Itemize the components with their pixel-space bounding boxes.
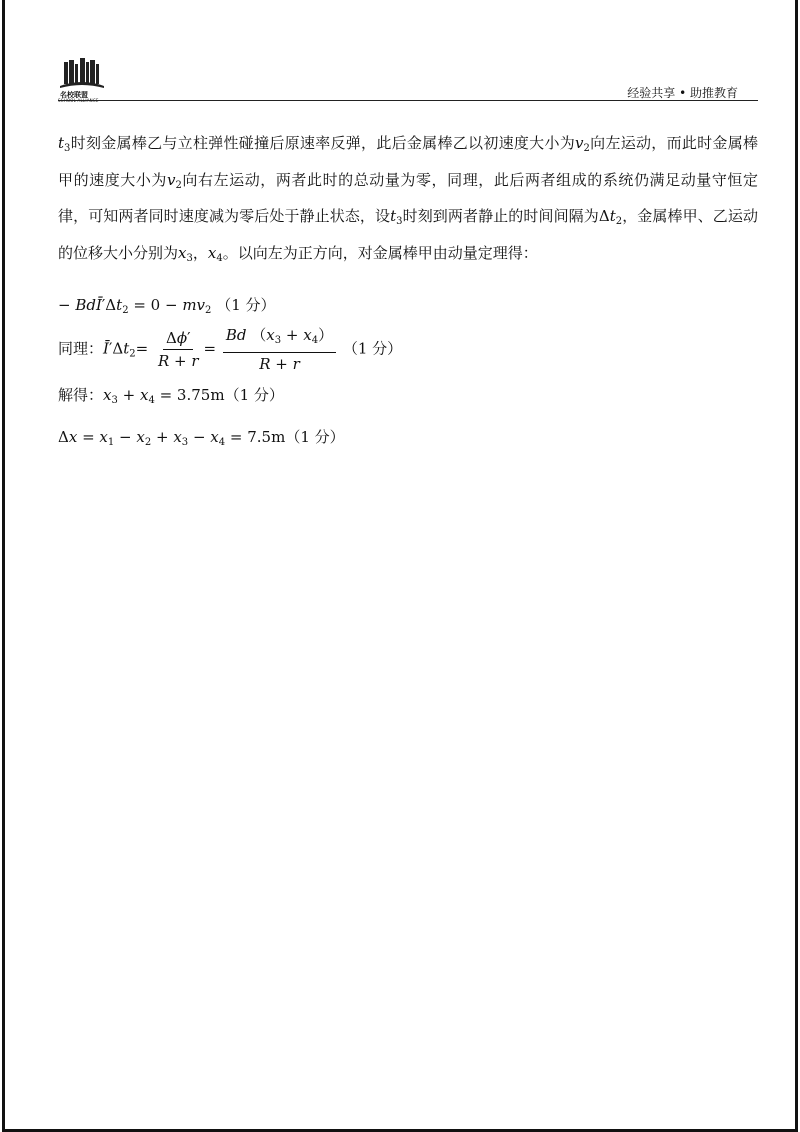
formula-total-delta-x: $\Delta x = x_1 - x_2 + x_3 - x_4 = 7.5m(1$ 分） [58,428,345,448]
book-icon [58,58,108,90]
header-slogan: 经验共享 • 助推教育 [627,86,738,100]
score-mark: （1 分） [342,339,403,358]
header-divider [58,100,758,101]
solution-paragraph: $t_3$时刻金属棒乙与立柱弹性碰撞后原速率反弹，此后金属棒乙以初速度大小为$v_2$向左运动，而此时金属棒甲的速度大小为$v_2$向右左运动，两者此时的总动量为零，同理，此后两者组成的系统仍满足动量守恒定律，可知两者同时速度减为零后处于静止状态，设$t_3$时刻到两者静止的时间间隔为$\Delta t_2$，金属棒甲、乙运动的位移大小分别为$x_3$，$x_4$。以向左为正方向，对金属棒甲由动量定理得： [58,134,758,264]
school-alliance-logo [58,58,118,100]
formula-momentum-theorem: − $BdĪ'\Delta t_2 = 0 - mv_2$ （1 分） [58,296,276,316]
score-mark: （1 分） [224,386,284,404]
formula-charge: 同理：$Ī'\Delta t_2=$ $\frac{\Delta\phi'}{R + r}$ = $\frac{Bd (x_3 + x_4)}{R + r}$ （1 分） [58,326,403,373]
score-mark: （1 分） [285,428,345,446]
formula-result-displacement: 解得：$x_3 + x_4 = 3.75m(1$ 分） [58,386,284,406]
solution-content [58,128,758,448]
page-border-left [2,0,5,1132]
logo-caption: 名校联盟 [60,91,88,99]
page-border-right [795,0,798,1132]
page-header [58,56,758,104]
score-mark: （1 分） [216,296,276,314]
